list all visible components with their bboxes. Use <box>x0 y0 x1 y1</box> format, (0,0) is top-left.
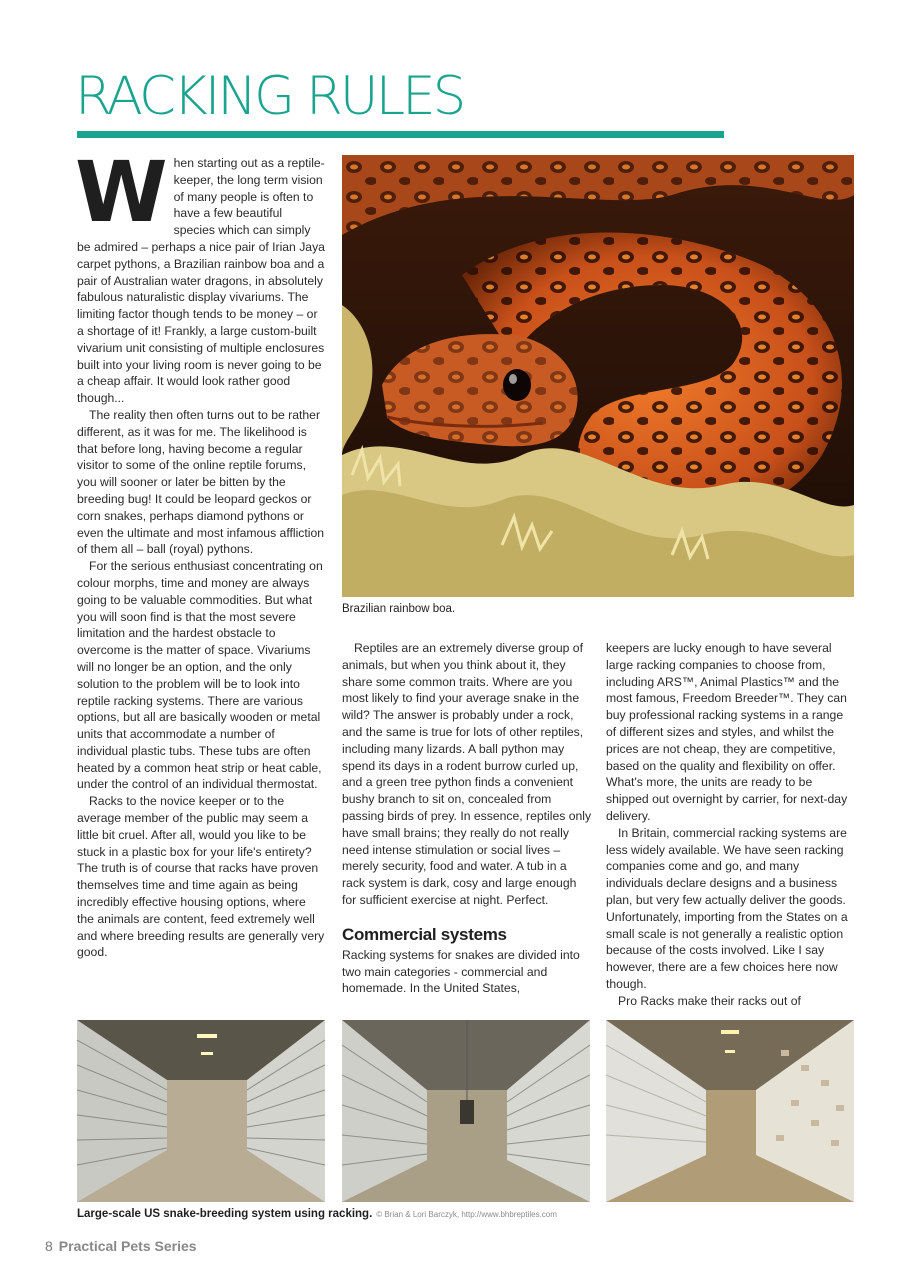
rack-room-photo-1 <box>77 1020 325 1202</box>
rack-photos-caption <box>77 1208 557 1220</box>
paragraph-2: The reality then often turns out to be rather different, as it was for me. The likelihood is that before long, having become a regular visitor to some of the online reptile forums, you will sooner or later be bitten by the breeding bug! It could be leopard geckos or corn snakes, perhaps diamond pythons or even the ultimate and most infamous affliction of them all – ball (royal) pythons. <box>77 407 325 557</box>
paragraph-1: hen starting out as a reptile-keeper, the long term vision of many people is often to have a few beautiful species which can simply be admired – perhaps a nice pair of Irian Jaya carpet pythons, a Brazilian rainbow boa and a pair of Australian water dragons, in absolutely fabulous naturalistic display vivariums. The limiting factor though tends to be money – or a shortage of it! Frankly, a large custom-built vivarium unit consisting of multiple enclosures built into your living room is never going to be a cheap affair. It would look rather good though... <box>77 156 325 406</box>
page-footer <box>45 1238 197 1254</box>
paragraph-5: Reptiles are an extremely diverse group of animals, but when you think about it, they share some common traits. Where are you most likely to find your average snake in the wild? The answer is probably under a rock, and the same is true for lots of other reptiles, including many lizards. A ball python may spend its days in a rodent burrow curled up, and a green tree python finds a convenient bushy branch to sit on, concealed from passing birds of prey. In essence, reptiles only have small brains; they really do not really need intense stimulation or social lives – merely security, food and water. A tub in a rack system is dark, cosy and large enough for sufficient exercise at night. Perfect. <box>342 641 592 907</box>
rainbow-boa-photo <box>342 155 854 597</box>
rack-caption-text: Large-scale US snake-breeding system using racking. <box>77 1208 373 1220</box>
paragraph-3: For the serious enthusiast concentrating on colour morphs, time and money are always going to be valuable commodities. But what you will soon find is that the most severe limitation and the hardest obstacle to overcome is the matter of space. Vivariums will no longer be an option, and the only solution to the problem will be to look into reptile racking systems. There are various options, but all are basically wooden or metal units that accommodate a number of individual plastic tubs. These tubs are often heated by a common heat strip or heat cable, under the control of an individual thermostat. <box>77 559 323 792</box>
boa-photo-caption: Brazilian rainbow boa. <box>342 603 456 615</box>
paragraph-8: In Britain, commercial racking systems are less widely available. We have seen racking companies come and go, and many individuals declare designs and a business plan, but very few actually deliver the goods. Unfortunately, importing from the States on a small scale is not generally a realistic option because of the costs involved. Like I say however, there are a few choices here now though. <box>606 825 848 991</box>
photo-credit: © Brian & Lori Barczyk, http://www.bhbreptiles.com <box>376 1210 557 1219</box>
rack-room-photo-2 <box>342 1020 590 1202</box>
page-number: 8 <box>45 1238 53 1254</box>
paragraph-7: keepers are lucky enough to have several large racking companies to choose from, including ARS™, Animal Plastics™ and the most famous, Freedom Breeder™. They can buy professional racking systems in a range of different sizes and styles, and whilst the prices are not cheap, they are competitive, based on the quality and flexibility on offer. What's more, the units are ready to be shipped out overnight by carrier, for next-day delivery. <box>606 641 848 823</box>
drop-cap: W <box>75 143 168 241</box>
article-column-1 <box>75 143 325 961</box>
article-column-2 <box>342 640 592 997</box>
rack-room-photo-3 <box>606 1020 854 1202</box>
paragraph-6: Racking systems for snakes are divided into two main categories - commercial and homemade. In the United States, <box>342 947 580 996</box>
title-underline-bar <box>77 131 724 138</box>
article-column-3 <box>606 640 856 1010</box>
section-heading: Commercial systems <box>342 924 507 944</box>
article-title: RACKING RULES <box>75 66 464 127</box>
series-name: Practical Pets Series <box>58 1238 197 1254</box>
paragraph-9: Pro Racks make their racks out of <box>618 993 801 1008</box>
paragraph-4: Racks to the novice keeper or to the average member of the public may seem a little bit cruel. After all, would you like to be stuck in a plastic box for your life's entirety? The truth is of course that racks have proven themselves time and time again as being incredibly effective housing options, where the animals are content, feed extremely well and where breeding results are generally very good. <box>77 794 325 960</box>
